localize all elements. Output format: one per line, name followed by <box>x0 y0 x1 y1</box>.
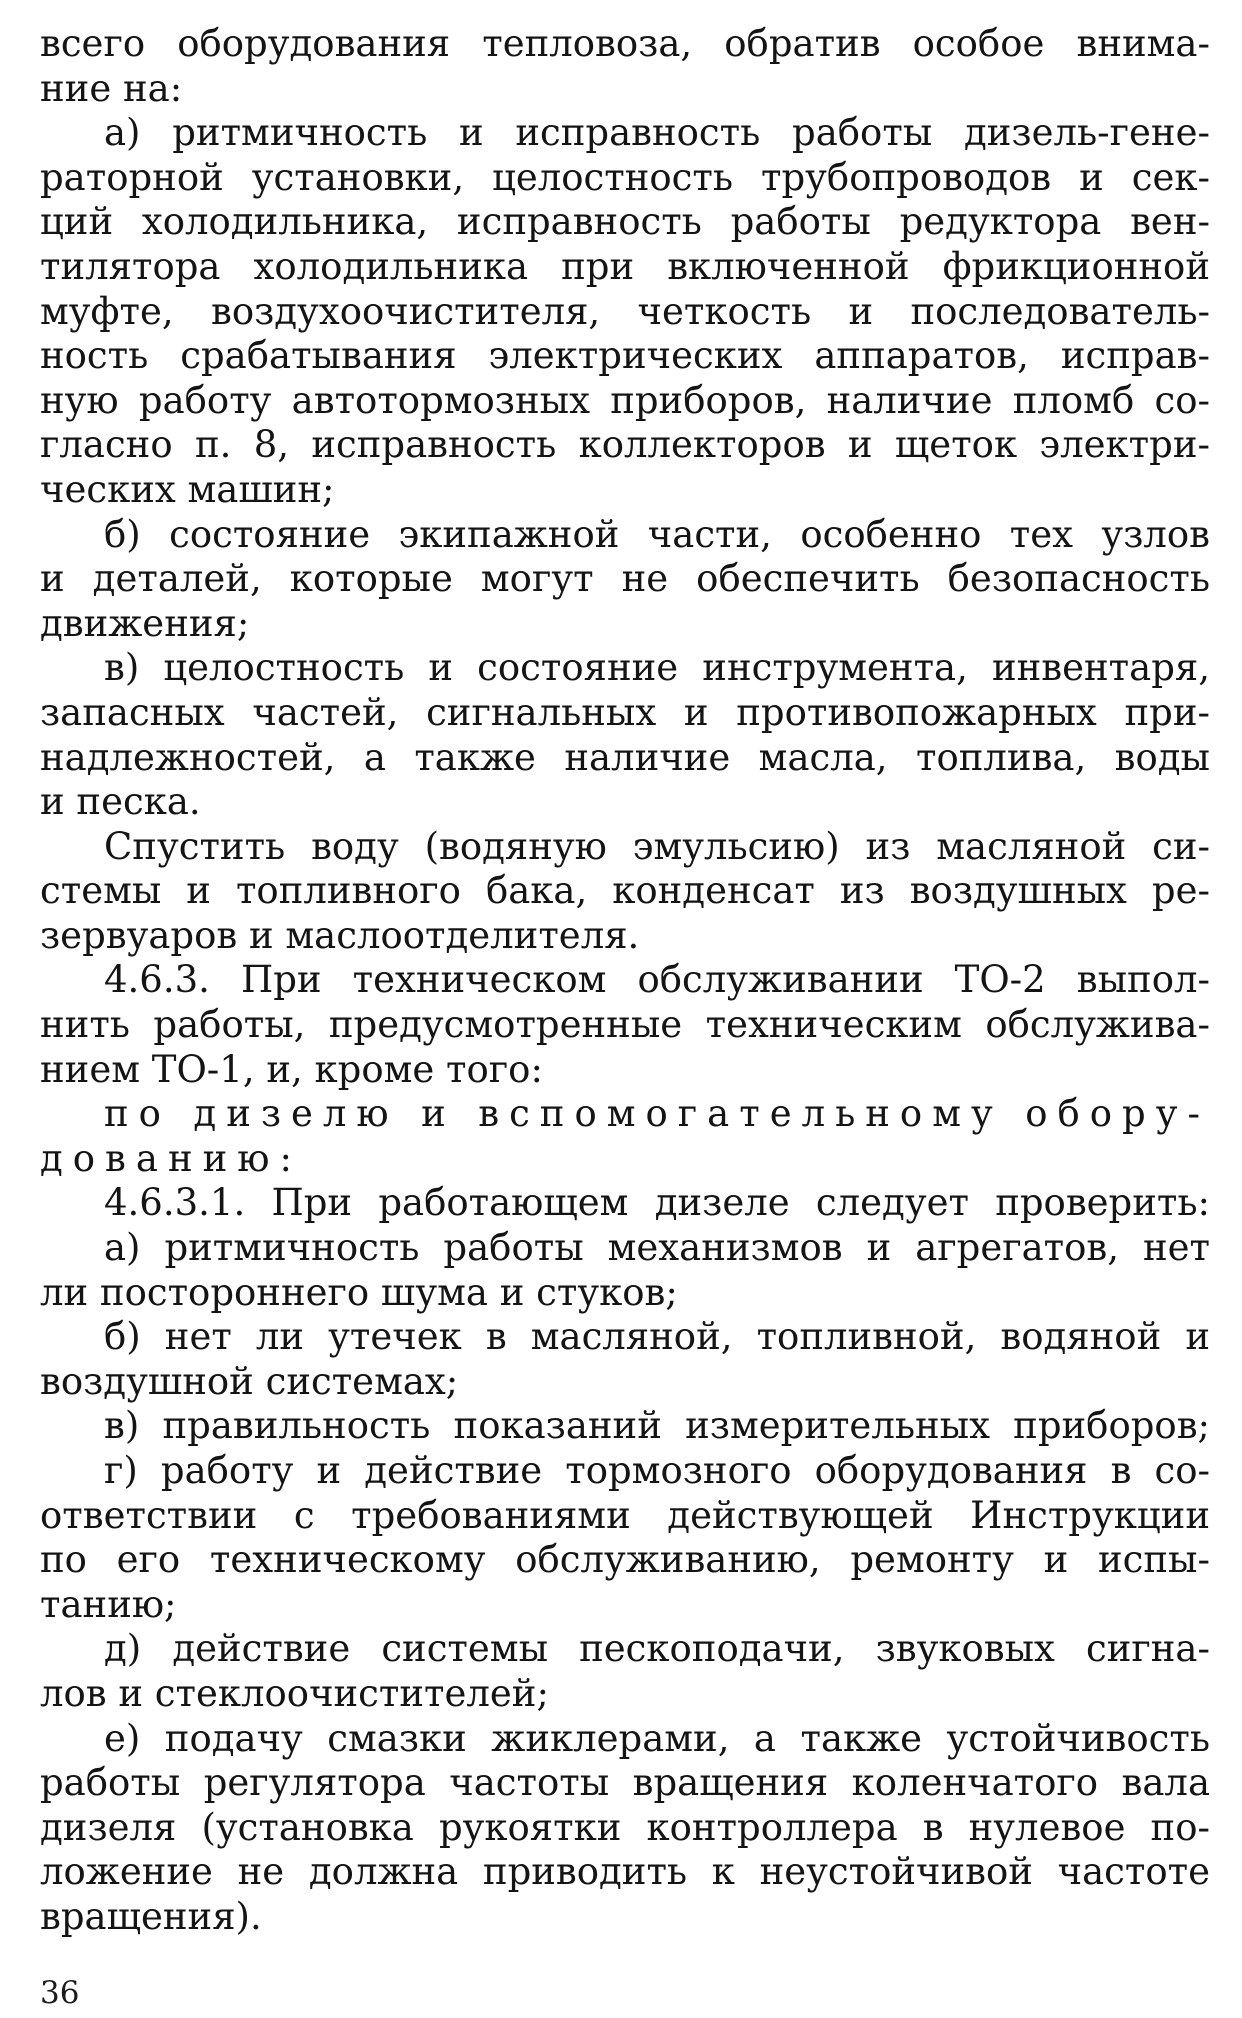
page-number: 36 <box>40 1975 80 2011</box>
text-line: по его техническому обслуживанию, ремонту и испы- <box>40 1538 1210 1582</box>
text-line: ную работу автотормозных приборов, наличие пломб со- <box>40 378 1210 422</box>
text-line: а) ритмичность работы механизмов и агрегатов, нет <box>104 1226 1210 1270</box>
text-line: тилятора холодильника при включенной фрикционной <box>40 244 1210 288</box>
text-line: ложение не должна приводить к неустойчивой частоте <box>40 1850 1210 1894</box>
text-line: гласно п. 8, исправность коллекторов и щеток электри- <box>40 423 1210 467</box>
text-line: раторной установки, целостность трубопроводов и сек- <box>40 155 1210 199</box>
text-line: нием ТО-1, и, кроме того: <box>40 1047 543 1091</box>
text-line: надлежностей, а также наличие масла, топлива, воды <box>40 735 1210 779</box>
text-line: зервуаров и маслоотделителя. <box>40 913 640 957</box>
text-line: 4.6.3. При техническом обслуживании ТО-2 выпол- <box>104 958 1210 1002</box>
text-line: по дизелю и вспомогательному обору- <box>104 1092 1210 1136</box>
text-line: ность срабатывания электрических аппаратов, исправ- <box>40 334 1210 378</box>
text-line: ли постороннего шума и стуков; <box>40 1270 678 1314</box>
text-line: всего оборудования тепловоза, обратив особое внима- <box>40 22 1210 65</box>
text-line: стемы и топливного бака, конденсат из воздушных ре- <box>40 869 1210 913</box>
text-line: ние на: <box>40 66 183 110</box>
text-line: муфте, воздухоочистителя, четкость и последователь- <box>40 289 1210 333</box>
text-line: работы регулятора частоты вращения коленчатого вала <box>40 1761 1210 1805</box>
text-line: б) нет ли утечек в масляной, топливной, водяной и <box>104 1315 1210 1359</box>
text-line: движения; <box>40 601 250 645</box>
text-line: ответствии с требованиями действующей Инструкции <box>40 1493 1210 1537</box>
text-line: воздушной системах; <box>40 1359 459 1403</box>
text-line: Спустить воду (водяную эмульсию) из масляной си- <box>104 824 1210 868</box>
text-line: нить работы, предусмотренные техническим обслужива- <box>40 1003 1210 1047</box>
document-body <box>40 22 1210 1940</box>
text-line: а) ритмичность и исправность работы дизель-гене- <box>104 111 1210 155</box>
text-line: лов и стеклоочистителей; <box>40 1671 549 1715</box>
text-line: г) работу и действие тормозного оборудования в со- <box>104 1449 1210 1492</box>
text-line: д) действие системы пескоподачи, звуковых сигна- <box>104 1627 1210 1671</box>
text-line: б) состояние экипажной части, особенно тех узлов <box>104 512 1210 556</box>
text-line: вращения). <box>40 1894 262 1938</box>
text-line: 4.6.3.1. При работающем дизеле следует проверить: <box>104 1181 1210 1225</box>
text-line: е) подачу смазки жиклерами, а также устойчивость <box>104 1716 1210 1760</box>
text-line: и песка. <box>40 780 201 824</box>
text-line: в) целостность и состояние инструмента, инвентаря, <box>104 646 1210 690</box>
text-line: танию; <box>40 1582 177 1626</box>
text-line: дованию: <box>40 1136 302 1180</box>
text-line: в) правильность показаний измерительных приборов; <box>104 1404 1210 1448</box>
text-line: дизеля (установка рукоятки контроллера в нулевое по- <box>40 1805 1210 1849</box>
text-line: ческих машин; <box>40 467 335 511</box>
text-line: запасных частей, сигнальных и противопожарных при- <box>40 690 1210 734</box>
text-line: ций холодильника, исправность работы редуктора вен- <box>40 200 1210 244</box>
text-line: и деталей, которые могут не обеспечить безопасность <box>40 557 1210 601</box>
